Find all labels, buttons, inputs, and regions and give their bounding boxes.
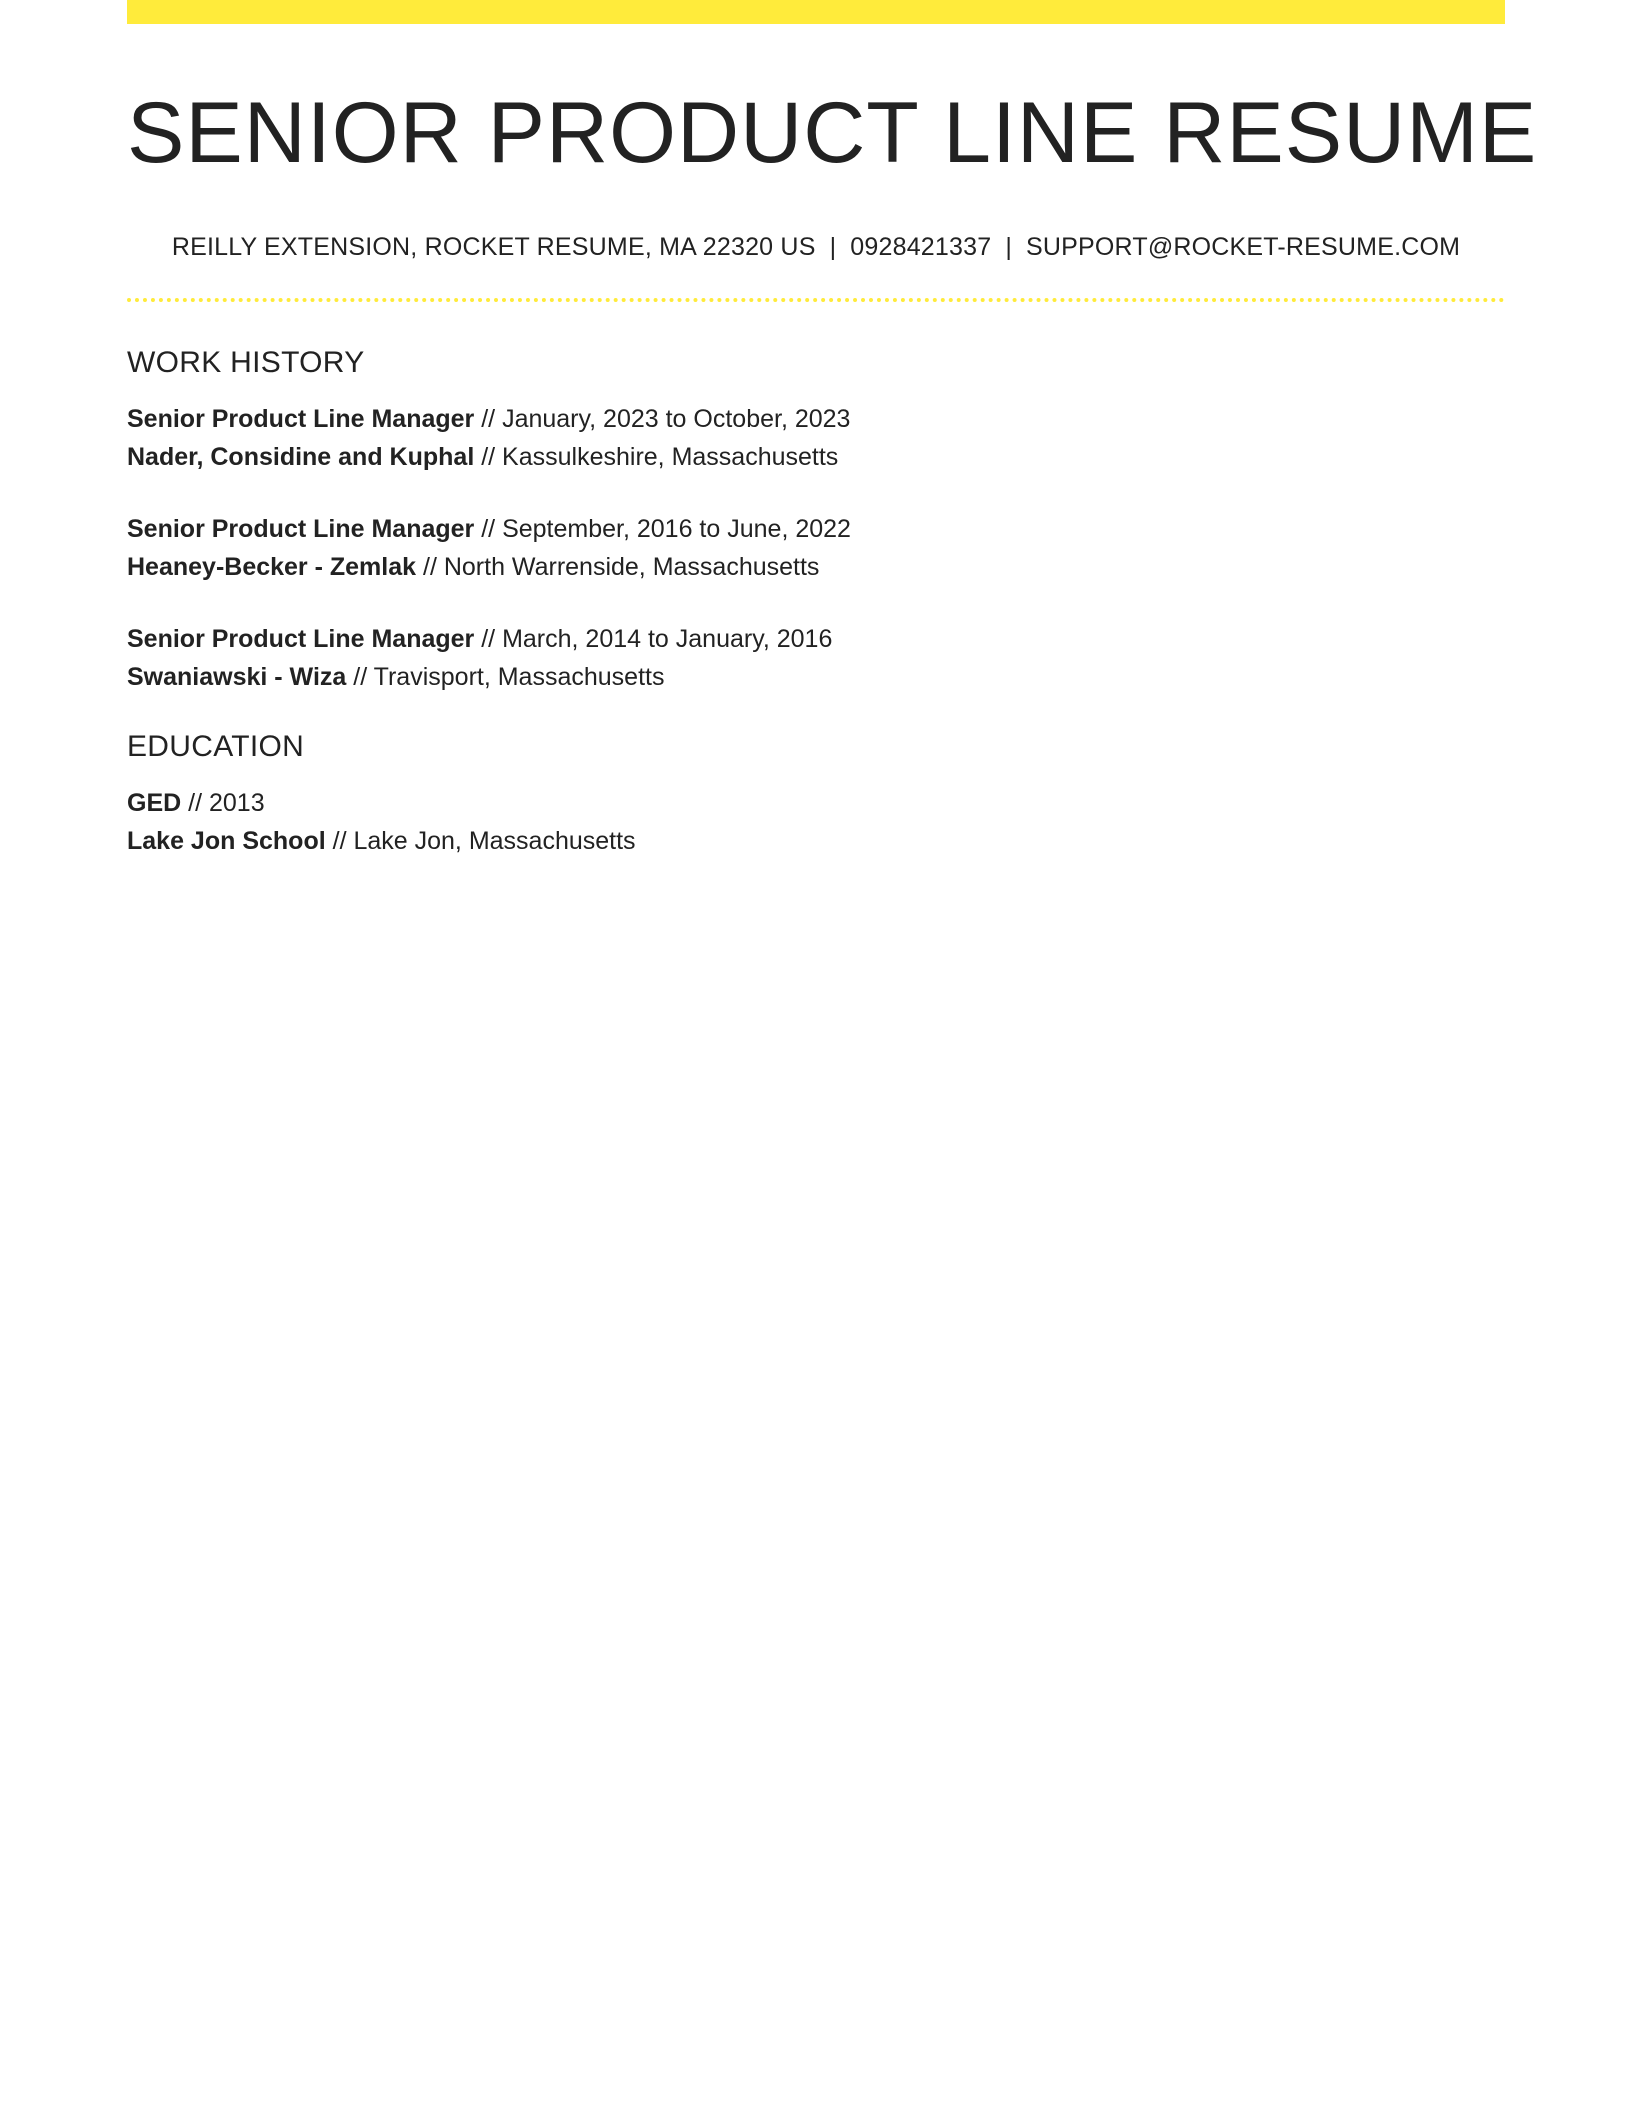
work-entry-company-line xyxy=(127,658,1505,696)
education-degree-line xyxy=(127,784,1505,822)
job-dates: // March, 2014 to January, 2016 xyxy=(481,624,833,653)
work-entry-company-line xyxy=(127,548,1505,586)
company-name: Swaniawski - Wiza xyxy=(127,662,347,691)
company-location: // Kassulkeshire, Massachusetts xyxy=(481,442,839,471)
degree-name: GED xyxy=(127,788,182,817)
contact-address: REILLY EXTENSION, ROCKET RESUME, MA 22320 US xyxy=(171,232,816,261)
dotted-divider xyxy=(127,298,1505,302)
education-school-line xyxy=(127,822,1505,860)
education-list xyxy=(127,784,1505,860)
resume-page xyxy=(127,0,1538,860)
company-location: // Travisport, Massachusetts xyxy=(353,662,665,691)
top-accent-bar xyxy=(127,0,1505,24)
company-location: // North Warrenside, Massachusetts xyxy=(423,552,820,581)
resume-title: SENIOR PRODUCT LINE RESUME xyxy=(127,85,1538,181)
job-dates: // January, 2023 to October, 2023 xyxy=(481,404,851,433)
contact-separator: | xyxy=(829,232,837,261)
work-entry xyxy=(127,510,1505,586)
degree-year: // 2013 xyxy=(188,788,265,817)
contact-separator: | xyxy=(1005,232,1013,261)
job-title: Senior Product Line Manager xyxy=(127,514,475,543)
school-name: Lake Jon School xyxy=(127,826,326,855)
contact-email: SUPPORT@ROCKET-RESUME.COM xyxy=(1026,232,1461,261)
work-history-list xyxy=(127,400,1505,696)
work-entry-role-line xyxy=(127,400,1505,438)
work-history-heading: WORK HISTORY xyxy=(127,345,365,379)
job-title: Senior Product Line Manager xyxy=(127,404,475,433)
company-name: Nader, Considine and Kuphal xyxy=(127,442,475,471)
company-name: Heaney-Becker - Zemlak xyxy=(127,552,417,581)
school-location: // Lake Jon, Massachusetts xyxy=(332,826,636,855)
contact-line xyxy=(127,233,1505,262)
contact-phone: 0928421337 xyxy=(850,232,992,261)
job-title: Senior Product Line Manager xyxy=(127,624,475,653)
work-entry xyxy=(127,400,1505,476)
work-entry-role-line xyxy=(127,620,1505,658)
education-entry xyxy=(127,784,1505,860)
education-heading: EDUCATION xyxy=(127,729,305,763)
work-entry xyxy=(127,620,1505,696)
work-entry-role-line xyxy=(127,510,1505,548)
work-entry-company-line xyxy=(127,438,1505,476)
job-dates: // September, 2016 to June, 2022 xyxy=(481,514,851,543)
